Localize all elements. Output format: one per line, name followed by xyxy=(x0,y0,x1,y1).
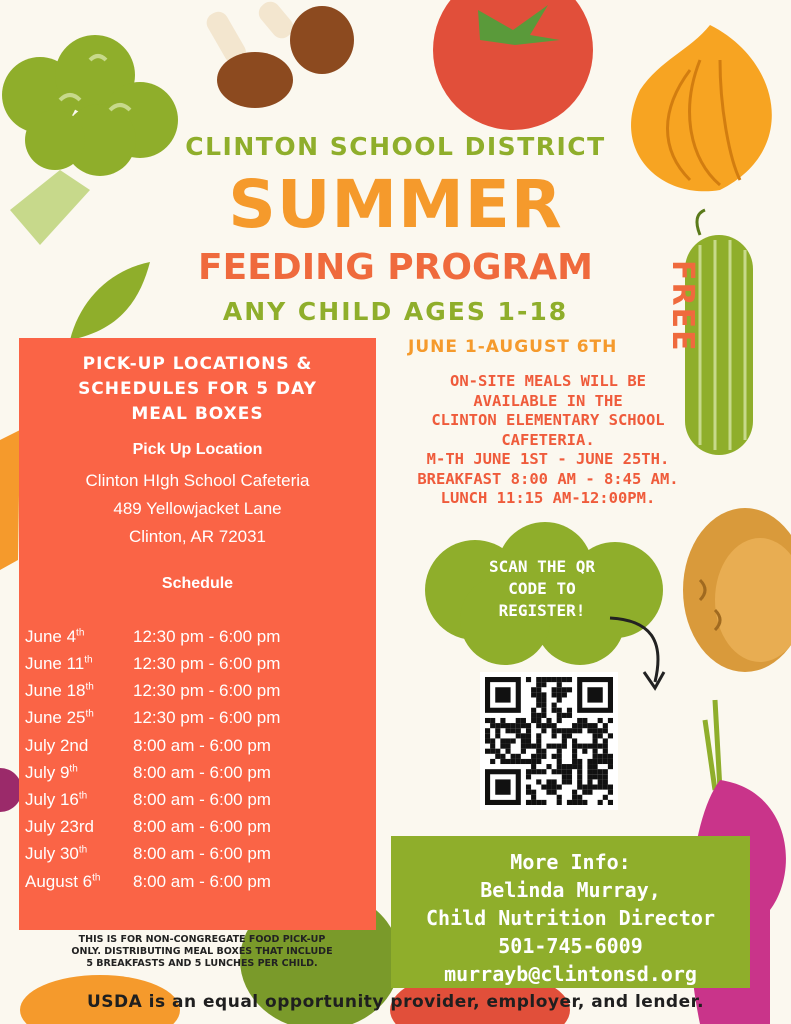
schedule-row xyxy=(25,763,271,783)
schedule-row xyxy=(25,708,280,728)
schedule-time: 8:00 am - 6:00 pm xyxy=(133,790,271,809)
schedule-time: 8:00 am - 6:00 pm xyxy=(133,844,271,863)
schedule-date-suffix: th xyxy=(84,654,93,666)
pickup-address xyxy=(19,467,376,551)
headline-summer: SUMMER xyxy=(228,166,563,243)
onsite-line: BREAKFAST 8:00 AM - 8:45 AM. xyxy=(417,469,679,488)
onsite-line: CAFETERIA. xyxy=(501,430,595,449)
schedule-time: 12:30 pm - 6:00 pm xyxy=(133,708,281,727)
schedule-time: 8:00 am - 6:00 pm xyxy=(133,817,271,836)
onsite-line: ON-SITE MEALS WILL BE xyxy=(450,372,646,390)
schedule-row xyxy=(25,627,280,647)
note-line: THIS IS FOR NON-CONGREGATE FOOD PICK-UP xyxy=(78,934,326,945)
headline-program: FEEDING PROGRAM xyxy=(198,247,593,288)
address-line: Clinton, AR 72031 xyxy=(128,527,267,546)
schedule-date: August 6 xyxy=(25,872,93,891)
address-line: 489 Yellowjacket Lane xyxy=(113,499,282,518)
note-line: ONLY. DISTRIBUTING MEAL BOXES THAT INCLUDE xyxy=(71,946,333,957)
schedule-time: 12:30 pm - 6:00 pm xyxy=(133,654,281,673)
schedule-date-suffix: th xyxy=(85,708,94,720)
schedule-date: July 2nd xyxy=(25,736,89,755)
onsite-line: AVAILABLE IN THE xyxy=(473,391,623,410)
schedule-date: July 23rd xyxy=(25,817,94,836)
onsite-line: M-TH JUNE 1ST - JUNE 25TH. xyxy=(426,450,670,468)
schedule-row xyxy=(25,736,271,756)
tomato-icon xyxy=(433,0,593,130)
schedule-row xyxy=(25,681,280,701)
mushroom-icon xyxy=(203,0,354,108)
schedule-label: Schedule xyxy=(161,575,234,592)
carrot-icon xyxy=(0,430,20,570)
program-dates: JUNE 1-AUGUST 6TH xyxy=(408,337,618,357)
free-badge: FREE xyxy=(665,260,700,353)
pickup-title-line: PICK-UP LOCATIONS & xyxy=(82,354,313,374)
schedule-row xyxy=(25,844,271,864)
schedule-time: 12:30 pm - 6:00 pm xyxy=(133,681,281,700)
contact-info-text xyxy=(391,848,750,988)
schedule-row xyxy=(25,654,280,674)
schedule-date: June 25 xyxy=(25,708,86,727)
schedule-date: June 4 xyxy=(25,627,77,646)
note-line: 5 BREAKFASTS AND 5 LUNCHES PER CHILD. xyxy=(86,958,318,969)
schedule-time: 8:00 am - 6:00 pm xyxy=(133,763,271,782)
schedule-time: 8:00 am - 6:00 pm xyxy=(133,872,271,891)
info-line: Belinda Murray, xyxy=(480,878,661,902)
non-congregate-note xyxy=(22,934,382,970)
schedule-date: July 16 xyxy=(25,790,79,809)
schedule-date: June 18 xyxy=(25,681,86,700)
schedule-date-suffix: th xyxy=(85,681,94,693)
schedule-date-suffix: th xyxy=(78,790,88,802)
onsite-line: CLINTON ELEMENTARY SCHOOL xyxy=(431,411,665,429)
scan-instructions xyxy=(430,556,654,622)
scan-line: SCAN THE QR xyxy=(489,557,595,576)
contact-phone[interactable]: 501-745-6009 xyxy=(498,934,643,958)
schedule-time: 12:30 pm - 6:00 pm xyxy=(133,627,281,646)
schedule-date-suffix: th xyxy=(76,627,85,639)
eligibility-ages: ANY CHILD AGES 1-18 xyxy=(222,297,569,326)
potato-icon xyxy=(683,508,791,672)
schedule-row xyxy=(25,817,271,837)
onsite-line: LUNCH 11:15 AM-12:00PM. xyxy=(440,489,656,507)
scan-line: CODE TO xyxy=(508,579,576,598)
schedule-date: July 9 xyxy=(25,763,70,782)
schedule-date-suffix: th xyxy=(78,844,88,856)
qr-code-icon xyxy=(480,672,618,810)
contact-email[interactable]: murrayb@clintonsd.org xyxy=(444,962,697,986)
pickup-location-label: Pick Up Location xyxy=(132,441,263,458)
scan-line: REGISTER! xyxy=(498,601,586,620)
usda-statement: USDA is an equal opportunity provider, employer, and lender. xyxy=(86,992,705,1012)
schedule-date-suffix: th xyxy=(69,763,78,775)
schedule-date: June 11 xyxy=(25,654,85,673)
pickup-title xyxy=(19,352,376,427)
schedule-row xyxy=(25,872,271,892)
info-line: Child Nutrition Director xyxy=(426,906,715,930)
info-line: More Info: xyxy=(510,850,631,874)
address-line: Clinton HIgh School Cafeteria xyxy=(85,471,310,490)
district-name: CLINTON SCHOOL DISTRICT xyxy=(185,132,606,161)
registration-qr-code[interactable] xyxy=(480,672,618,810)
schedule-time: 8:00 am - 6:00 pm xyxy=(133,736,271,755)
schedule-row xyxy=(25,790,271,810)
onsite-meals-info xyxy=(378,372,718,509)
pickup-title-line: MEAL BOXES xyxy=(131,404,264,424)
schedule-date: July 30 xyxy=(25,844,79,863)
schedule-date-suffix: th xyxy=(92,872,101,884)
pickup-title-line: SCHEDULES FOR 5 DAY xyxy=(78,379,317,399)
pickup-panel xyxy=(19,338,376,930)
contact-info-box xyxy=(391,836,750,988)
